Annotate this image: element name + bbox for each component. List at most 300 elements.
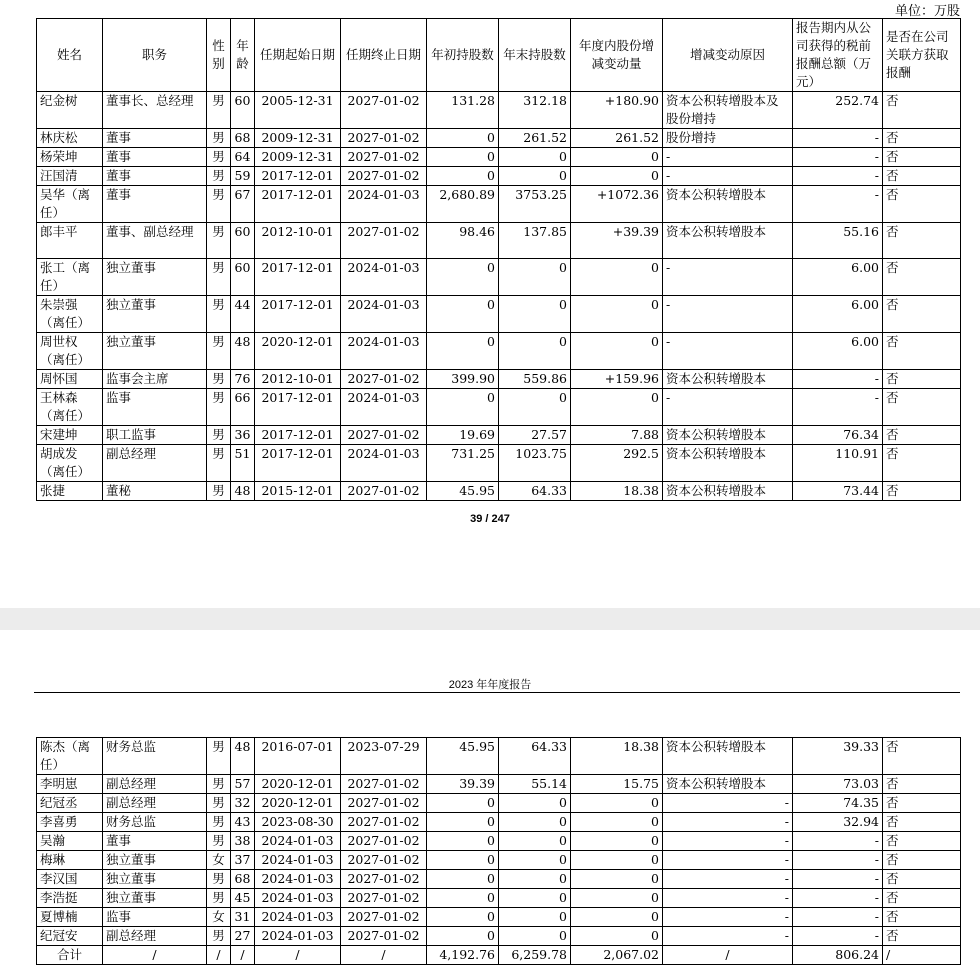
- share-change-cell: 0: [571, 813, 663, 832]
- end-date-cell: 2024-01-03: [341, 445, 427, 482]
- sex-cell: 男: [207, 167, 231, 186]
- sex-cell: 男: [207, 482, 231, 501]
- title-cell: 监事: [103, 389, 207, 426]
- start-date-cell: 2024-01-03: [255, 889, 341, 908]
- age-cell: 32: [231, 794, 255, 813]
- running-header: 2023 年年度报告: [448, 679, 532, 691]
- age-cell: 48: [231, 482, 255, 501]
- change-reason-cell: 资本公积转增股本及股份增持: [663, 92, 793, 129]
- sex-cell: 男: [207, 296, 231, 333]
- start-date-cell: 2024-01-03: [255, 870, 341, 889]
- title-cell: 财务总监: [103, 813, 207, 832]
- name-cell: 李明崽: [37, 775, 103, 794]
- title-cell: 董事长、总经理: [103, 92, 207, 129]
- table-row: [37, 333, 961, 370]
- related-party-pay-cell: 否: [883, 775, 961, 794]
- change-reason-cell: -: [663, 851, 793, 870]
- table-row: [37, 296, 961, 333]
- opening-shares-cell: 0: [427, 259, 499, 296]
- compensation-cell: -: [793, 370, 883, 389]
- related-party-pay-cell: 否: [883, 482, 961, 501]
- name-cell: 吴瀚: [37, 832, 103, 851]
- compensation-cell: -: [793, 851, 883, 870]
- end-date-cell: 2023-07-29: [341, 738, 427, 775]
- compensation-cell: 6.00: [793, 259, 883, 296]
- start-date-cell: 2017-12-01: [255, 426, 341, 445]
- opening-shares-cell: 0: [427, 908, 499, 927]
- related-party-pay-cell: 否: [883, 389, 961, 426]
- name-cell: 王林森（离任）: [37, 389, 103, 426]
- related-party-pay-cell: 否: [883, 870, 961, 889]
- share-change-cell: 0: [571, 908, 663, 927]
- opening-shares-cell: 731.25: [427, 445, 499, 482]
- end-date-cell: 2027-01-02: [341, 927, 427, 946]
- change-reason-cell: 资本公积转增股本: [663, 426, 793, 445]
- share-change-cell: 7.88: [571, 426, 663, 445]
- total-start-date-cell: /: [255, 946, 341, 965]
- age-cell: 64: [231, 148, 255, 167]
- change-reason-cell: -: [663, 908, 793, 927]
- change-reason-cell: -: [663, 889, 793, 908]
- title-cell: 独立董事: [103, 889, 207, 908]
- age-cell: 48: [231, 738, 255, 775]
- closing-shares-cell: 261.52: [499, 129, 571, 148]
- start-date-cell: 2017-12-01: [255, 167, 341, 186]
- closing-shares-cell: 137.85: [499, 223, 571, 259]
- closing-shares-cell: 0: [499, 794, 571, 813]
- end-date-cell: 2027-01-02: [341, 148, 427, 167]
- opening-shares-cell: 45.95: [427, 738, 499, 775]
- change-reason-cell: -: [663, 389, 793, 426]
- start-date-cell: 2017-12-01: [255, 186, 341, 223]
- compensation-cell: 55.16: [793, 223, 883, 259]
- table-row: [37, 389, 961, 426]
- table-row: [37, 482, 961, 501]
- title-cell: 职工监事: [103, 426, 207, 445]
- end-date-cell: 2027-01-02: [341, 223, 427, 259]
- compensation-cell: -: [793, 889, 883, 908]
- related-party-pay-cell: 否: [883, 167, 961, 186]
- share-change-cell: 0: [571, 889, 663, 908]
- age-cell: 60: [231, 259, 255, 296]
- share-change-cell: 0: [571, 927, 663, 946]
- sex-cell: 男: [207, 259, 231, 296]
- change-reason-cell: 资本公积转增股本: [663, 223, 793, 259]
- opening-shares-cell: 0: [427, 333, 499, 370]
- header-cell: 年度内股份增减变动量: [571, 19, 663, 92]
- title-cell: 副总经理: [103, 775, 207, 794]
- start-date-cell: 2017-12-01: [255, 445, 341, 482]
- start-date-cell: 2005-12-31: [255, 92, 341, 129]
- change-reason-cell: -: [663, 927, 793, 946]
- start-date-cell: 2023-08-30: [255, 813, 341, 832]
- related-party-pay-cell: 否: [883, 92, 961, 129]
- name-cell: 夏博楠: [37, 908, 103, 927]
- sex-cell: 男: [207, 832, 231, 851]
- opening-shares-cell: 98.46: [427, 223, 499, 259]
- closing-shares-cell: 559.86: [499, 370, 571, 389]
- compensation-cell: 252.74: [793, 92, 883, 129]
- end-date-cell: 2027-01-02: [341, 482, 427, 501]
- share-change-cell: 18.38: [571, 738, 663, 775]
- change-reason-cell: 资本公积转增股本: [663, 370, 793, 389]
- title-cell: 董事: [103, 186, 207, 223]
- age-cell: 48: [231, 333, 255, 370]
- sex-cell: 男: [207, 92, 231, 129]
- name-cell: 林庆松: [37, 129, 103, 148]
- closing-shares-cell: 55.14: [499, 775, 571, 794]
- end-date-cell: 2027-01-02: [341, 794, 427, 813]
- sex-cell: 男: [207, 333, 231, 370]
- share-change-cell: 0: [571, 794, 663, 813]
- name-cell: 陈杰（离任）: [37, 738, 103, 775]
- share-change-cell: 0: [571, 389, 663, 426]
- age-cell: 60: [231, 223, 255, 259]
- age-cell: 66: [231, 389, 255, 426]
- title-cell: 董事: [103, 832, 207, 851]
- table-row: [37, 889, 961, 908]
- name-cell: 李喜勇: [37, 813, 103, 832]
- start-date-cell: 2020-12-01: [255, 333, 341, 370]
- closing-shares-cell: 64.33: [499, 738, 571, 775]
- table-row: [37, 832, 961, 851]
- age-cell: 37: [231, 851, 255, 870]
- title-cell: 监事会主席: [103, 370, 207, 389]
- sex-cell: 男: [207, 129, 231, 148]
- table-row: [37, 148, 961, 167]
- related-party-pay-cell: 否: [883, 832, 961, 851]
- age-cell: 36: [231, 426, 255, 445]
- change-reason-cell: 资本公积转增股本: [663, 186, 793, 223]
- age-cell: 57: [231, 775, 255, 794]
- header-cell: 性别: [207, 19, 231, 92]
- name-cell: 杨荣坤: [37, 148, 103, 167]
- name-cell: 郎丰平: [37, 223, 103, 259]
- share-change-cell: 0: [571, 167, 663, 186]
- name-cell: 周怀国: [37, 370, 103, 389]
- total-sex-cell: /: [207, 946, 231, 965]
- name-cell: 纪冠安: [37, 927, 103, 946]
- sex-cell: 男: [207, 794, 231, 813]
- closing-shares-cell: 0: [499, 389, 571, 426]
- end-date-cell: 2027-01-02: [341, 832, 427, 851]
- page-gap: [0, 608, 980, 630]
- total-row: [37, 946, 961, 965]
- table-row: [37, 927, 961, 946]
- opening-shares-cell: 2,680.89: [427, 186, 499, 223]
- sex-cell: 男: [207, 370, 231, 389]
- title-cell: 财务总监: [103, 738, 207, 775]
- share-change-cell: 292.5: [571, 445, 663, 482]
- closing-shares-cell: 0: [499, 813, 571, 832]
- compensation-cell: -: [793, 167, 883, 186]
- related-party-pay-cell: 否: [883, 370, 961, 389]
- opening-shares-cell: 0: [427, 148, 499, 167]
- opening-shares-cell: 0: [427, 813, 499, 832]
- closing-shares-cell: 0: [499, 296, 571, 333]
- opening-shares-cell: 0: [427, 129, 499, 148]
- end-date-cell: 2027-01-02: [341, 908, 427, 927]
- related-party-pay-cell: 否: [883, 738, 961, 775]
- opening-shares-cell: 399.90: [427, 370, 499, 389]
- sex-cell: 男: [207, 813, 231, 832]
- closing-shares-cell: 0: [499, 889, 571, 908]
- table-row: [37, 445, 961, 482]
- title-cell: 独立董事: [103, 259, 207, 296]
- compensation-cell: 110.91: [793, 445, 883, 482]
- end-date-cell: 2027-01-02: [341, 92, 427, 129]
- sex-cell: 男: [207, 445, 231, 482]
- closing-shares-cell: 312.18: [499, 92, 571, 129]
- age-cell: 51: [231, 445, 255, 482]
- table-row: [37, 738, 961, 775]
- sex-cell: 男: [207, 775, 231, 794]
- table-row: [37, 370, 961, 389]
- header-cell: 职务: [103, 19, 207, 92]
- end-date-cell: 2024-01-03: [341, 389, 427, 426]
- change-reason-cell: 资本公积转增股本: [663, 775, 793, 794]
- related-party-pay-cell: 否: [883, 927, 961, 946]
- end-date-cell: 2027-01-02: [341, 775, 427, 794]
- name-cell: 纪金树: [37, 92, 103, 129]
- share-change-cell: +180.90: [571, 92, 663, 129]
- start-date-cell: 2015-12-01: [255, 482, 341, 501]
- name-cell: 周世权（离任）: [37, 333, 103, 370]
- report-page-lower: [0, 630, 980, 980]
- change-reason-cell: -: [663, 167, 793, 186]
- age-cell: 59: [231, 167, 255, 186]
- end-date-cell: 2027-01-02: [341, 851, 427, 870]
- opening-shares-cell: 0: [427, 927, 499, 946]
- title-cell: 独立董事: [103, 870, 207, 889]
- name-cell: 李汉国: [37, 870, 103, 889]
- table-row: [37, 813, 961, 832]
- table-row: [37, 870, 961, 889]
- name-cell: 纪冠丞: [37, 794, 103, 813]
- compensation-cell: -: [793, 129, 883, 148]
- age-cell: 45: [231, 889, 255, 908]
- total-end-date-cell: /: [341, 946, 427, 965]
- start-date-cell: 2017-12-01: [255, 389, 341, 426]
- change-reason-cell: -: [663, 870, 793, 889]
- table-row: [37, 167, 961, 186]
- opening-shares-cell: 0: [427, 167, 499, 186]
- sex-cell: 男: [207, 223, 231, 259]
- title-cell: 副总经理: [103, 927, 207, 946]
- name-cell: 张工（离任）: [37, 259, 103, 296]
- total-title-cell: /: [103, 946, 207, 965]
- compensation-cell: -: [793, 908, 883, 927]
- title-cell: 董事、副总经理: [103, 223, 207, 259]
- compensation-cell: 39.33: [793, 738, 883, 775]
- closing-shares-cell: 0: [499, 927, 571, 946]
- start-date-cell: 2024-01-03: [255, 927, 341, 946]
- age-cell: 44: [231, 296, 255, 333]
- total-compensation-cell: 806.24: [793, 946, 883, 965]
- start-date-cell: 2017-12-01: [255, 296, 341, 333]
- age-cell: 68: [231, 870, 255, 889]
- name-cell: 梅琳: [37, 851, 103, 870]
- title-cell: 独立董事: [103, 296, 207, 333]
- sex-cell: 女: [207, 851, 231, 870]
- closing-shares-cell: 27.57: [499, 426, 571, 445]
- share-change-cell: 0: [571, 259, 663, 296]
- executive-shareholding-table: [36, 18, 961, 501]
- table-row: [37, 129, 961, 148]
- title-cell: 董秘: [103, 482, 207, 501]
- end-date-cell: 2027-01-02: [341, 870, 427, 889]
- table-row: [37, 259, 961, 296]
- age-cell: 60: [231, 92, 255, 129]
- change-reason-cell: -: [663, 333, 793, 370]
- end-date-cell: 2027-01-02: [341, 370, 427, 389]
- closing-shares-cell: 0: [499, 832, 571, 851]
- header-cell: 年龄: [231, 19, 255, 92]
- unit-label: 单位：万股: [894, 4, 960, 19]
- compensation-cell: -: [793, 186, 883, 223]
- share-change-cell: 18.38: [571, 482, 663, 501]
- header-cell: 姓名: [37, 19, 103, 92]
- table-row: [37, 223, 961, 259]
- title-cell: 副总经理: [103, 794, 207, 813]
- end-date-cell: 2027-01-02: [341, 129, 427, 148]
- title-cell: 董事: [103, 148, 207, 167]
- sex-cell: 男: [207, 389, 231, 426]
- start-date-cell: 2017-12-01: [255, 259, 341, 296]
- end-date-cell: 2024-01-03: [341, 186, 427, 223]
- table-row: [37, 794, 961, 813]
- opening-shares-cell: 131.28: [427, 92, 499, 129]
- name-cell: 胡成发（离任）: [37, 445, 103, 482]
- sex-cell: 男: [207, 927, 231, 946]
- change-reason-cell: 资本公积转增股本: [663, 445, 793, 482]
- header-cell: 任期起始日期: [255, 19, 341, 92]
- related-party-pay-cell: 否: [883, 851, 961, 870]
- title-cell: 副总经理: [103, 445, 207, 482]
- change-reason-cell: -: [663, 794, 793, 813]
- related-party-pay-cell: 否: [883, 333, 961, 370]
- share-change-cell: 0: [571, 333, 663, 370]
- age-cell: 31: [231, 908, 255, 927]
- change-reason-cell: -: [663, 148, 793, 167]
- related-party-pay-cell: 否: [883, 794, 961, 813]
- end-date-cell: 2027-01-02: [341, 813, 427, 832]
- closing-shares-cell: 3753.25: [499, 186, 571, 223]
- sex-cell: 男: [207, 889, 231, 908]
- related-party-pay-cell: 否: [883, 889, 961, 908]
- change-reason-cell: -: [663, 813, 793, 832]
- closing-shares-cell: 0: [499, 870, 571, 889]
- header-cell: 年初持股数: [427, 19, 499, 92]
- end-date-cell: 2024-01-03: [341, 259, 427, 296]
- share-change-cell: 261.52: [571, 129, 663, 148]
- table-row: [37, 92, 961, 129]
- name-cell: 张捷: [37, 482, 103, 501]
- opening-shares-cell: 0: [427, 851, 499, 870]
- end-date-cell: 2024-01-03: [341, 296, 427, 333]
- closing-shares-cell: 1023.75: [499, 445, 571, 482]
- closing-shares-cell: 0: [499, 851, 571, 870]
- page-number: 39 / 247: [470, 513, 510, 525]
- related-party-pay-cell: 否: [883, 296, 961, 333]
- total-name-cell: 合计: [37, 946, 103, 965]
- share-change-cell: 0: [571, 851, 663, 870]
- sex-cell: 男: [207, 426, 231, 445]
- title-cell: 董事: [103, 167, 207, 186]
- compensation-cell: 32.94: [793, 813, 883, 832]
- start-date-cell: 2024-01-03: [255, 851, 341, 870]
- total-related-party-pay-cell: /: [883, 946, 961, 965]
- table-row: [37, 775, 961, 794]
- end-date-cell: 2024-01-03: [341, 333, 427, 370]
- compensation-cell: -: [793, 870, 883, 889]
- age-cell: 67: [231, 186, 255, 223]
- total-change-reason-cell: /: [663, 946, 793, 965]
- related-party-pay-cell: 否: [883, 129, 961, 148]
- compensation-cell: 6.00: [793, 333, 883, 370]
- sex-cell: 男: [207, 148, 231, 167]
- closing-shares-cell: 64.33: [499, 482, 571, 501]
- closing-shares-cell: 0: [499, 908, 571, 927]
- opening-shares-cell: 0: [427, 296, 499, 333]
- start-date-cell: 2024-01-03: [255, 908, 341, 927]
- share-change-cell: +1072.36: [571, 186, 663, 223]
- name-cell: 汪国清: [37, 167, 103, 186]
- header-cell: 任期终止日期: [341, 19, 427, 92]
- closing-shares-cell: 0: [499, 259, 571, 296]
- title-cell: 独立董事: [103, 851, 207, 870]
- name-cell: 李浩挺: [37, 889, 103, 908]
- related-party-pay-cell: 否: [883, 223, 961, 259]
- header-cell: 增减变动原因: [663, 19, 793, 92]
- sex-cell: 男: [207, 870, 231, 889]
- related-party-pay-cell: 否: [883, 186, 961, 223]
- compensation-cell: -: [793, 832, 883, 851]
- header-rule: [34, 692, 960, 693]
- total-age-cell: /: [231, 946, 255, 965]
- opening-shares-cell: 0: [427, 794, 499, 813]
- age-cell: 68: [231, 129, 255, 148]
- related-party-pay-cell: 否: [883, 813, 961, 832]
- table-row: [37, 426, 961, 445]
- share-change-cell: 0: [571, 296, 663, 333]
- age-cell: 27: [231, 927, 255, 946]
- name-cell: 宋建坤: [37, 426, 103, 445]
- compensation-cell: 73.44: [793, 482, 883, 501]
- name-cell: 朱崇强（离任）: [37, 296, 103, 333]
- share-change-cell: 0: [571, 870, 663, 889]
- opening-shares-cell: 45.95: [427, 482, 499, 501]
- change-reason-cell: 资本公积转增股本: [663, 482, 793, 501]
- compensation-cell: -: [793, 389, 883, 426]
- opening-shares-cell: 0: [427, 832, 499, 851]
- share-change-cell: 15.75: [571, 775, 663, 794]
- age-cell: 38: [231, 832, 255, 851]
- change-reason-cell: -: [663, 296, 793, 333]
- table-row: [37, 851, 961, 870]
- executive-shareholding-table-continued: [36, 737, 961, 965]
- title-cell: 监事: [103, 908, 207, 927]
- end-date-cell: 2027-01-02: [341, 167, 427, 186]
- opening-shares-cell: 0: [427, 870, 499, 889]
- related-party-pay-cell: 否: [883, 426, 961, 445]
- start-date-cell: 2020-12-01: [255, 794, 341, 813]
- table-header-row: [37, 19, 961, 92]
- closing-shares-cell: 0: [499, 148, 571, 167]
- opening-shares-cell: 0: [427, 889, 499, 908]
- opening-shares-cell: 39.39: [427, 775, 499, 794]
- title-cell: 独立董事: [103, 333, 207, 370]
